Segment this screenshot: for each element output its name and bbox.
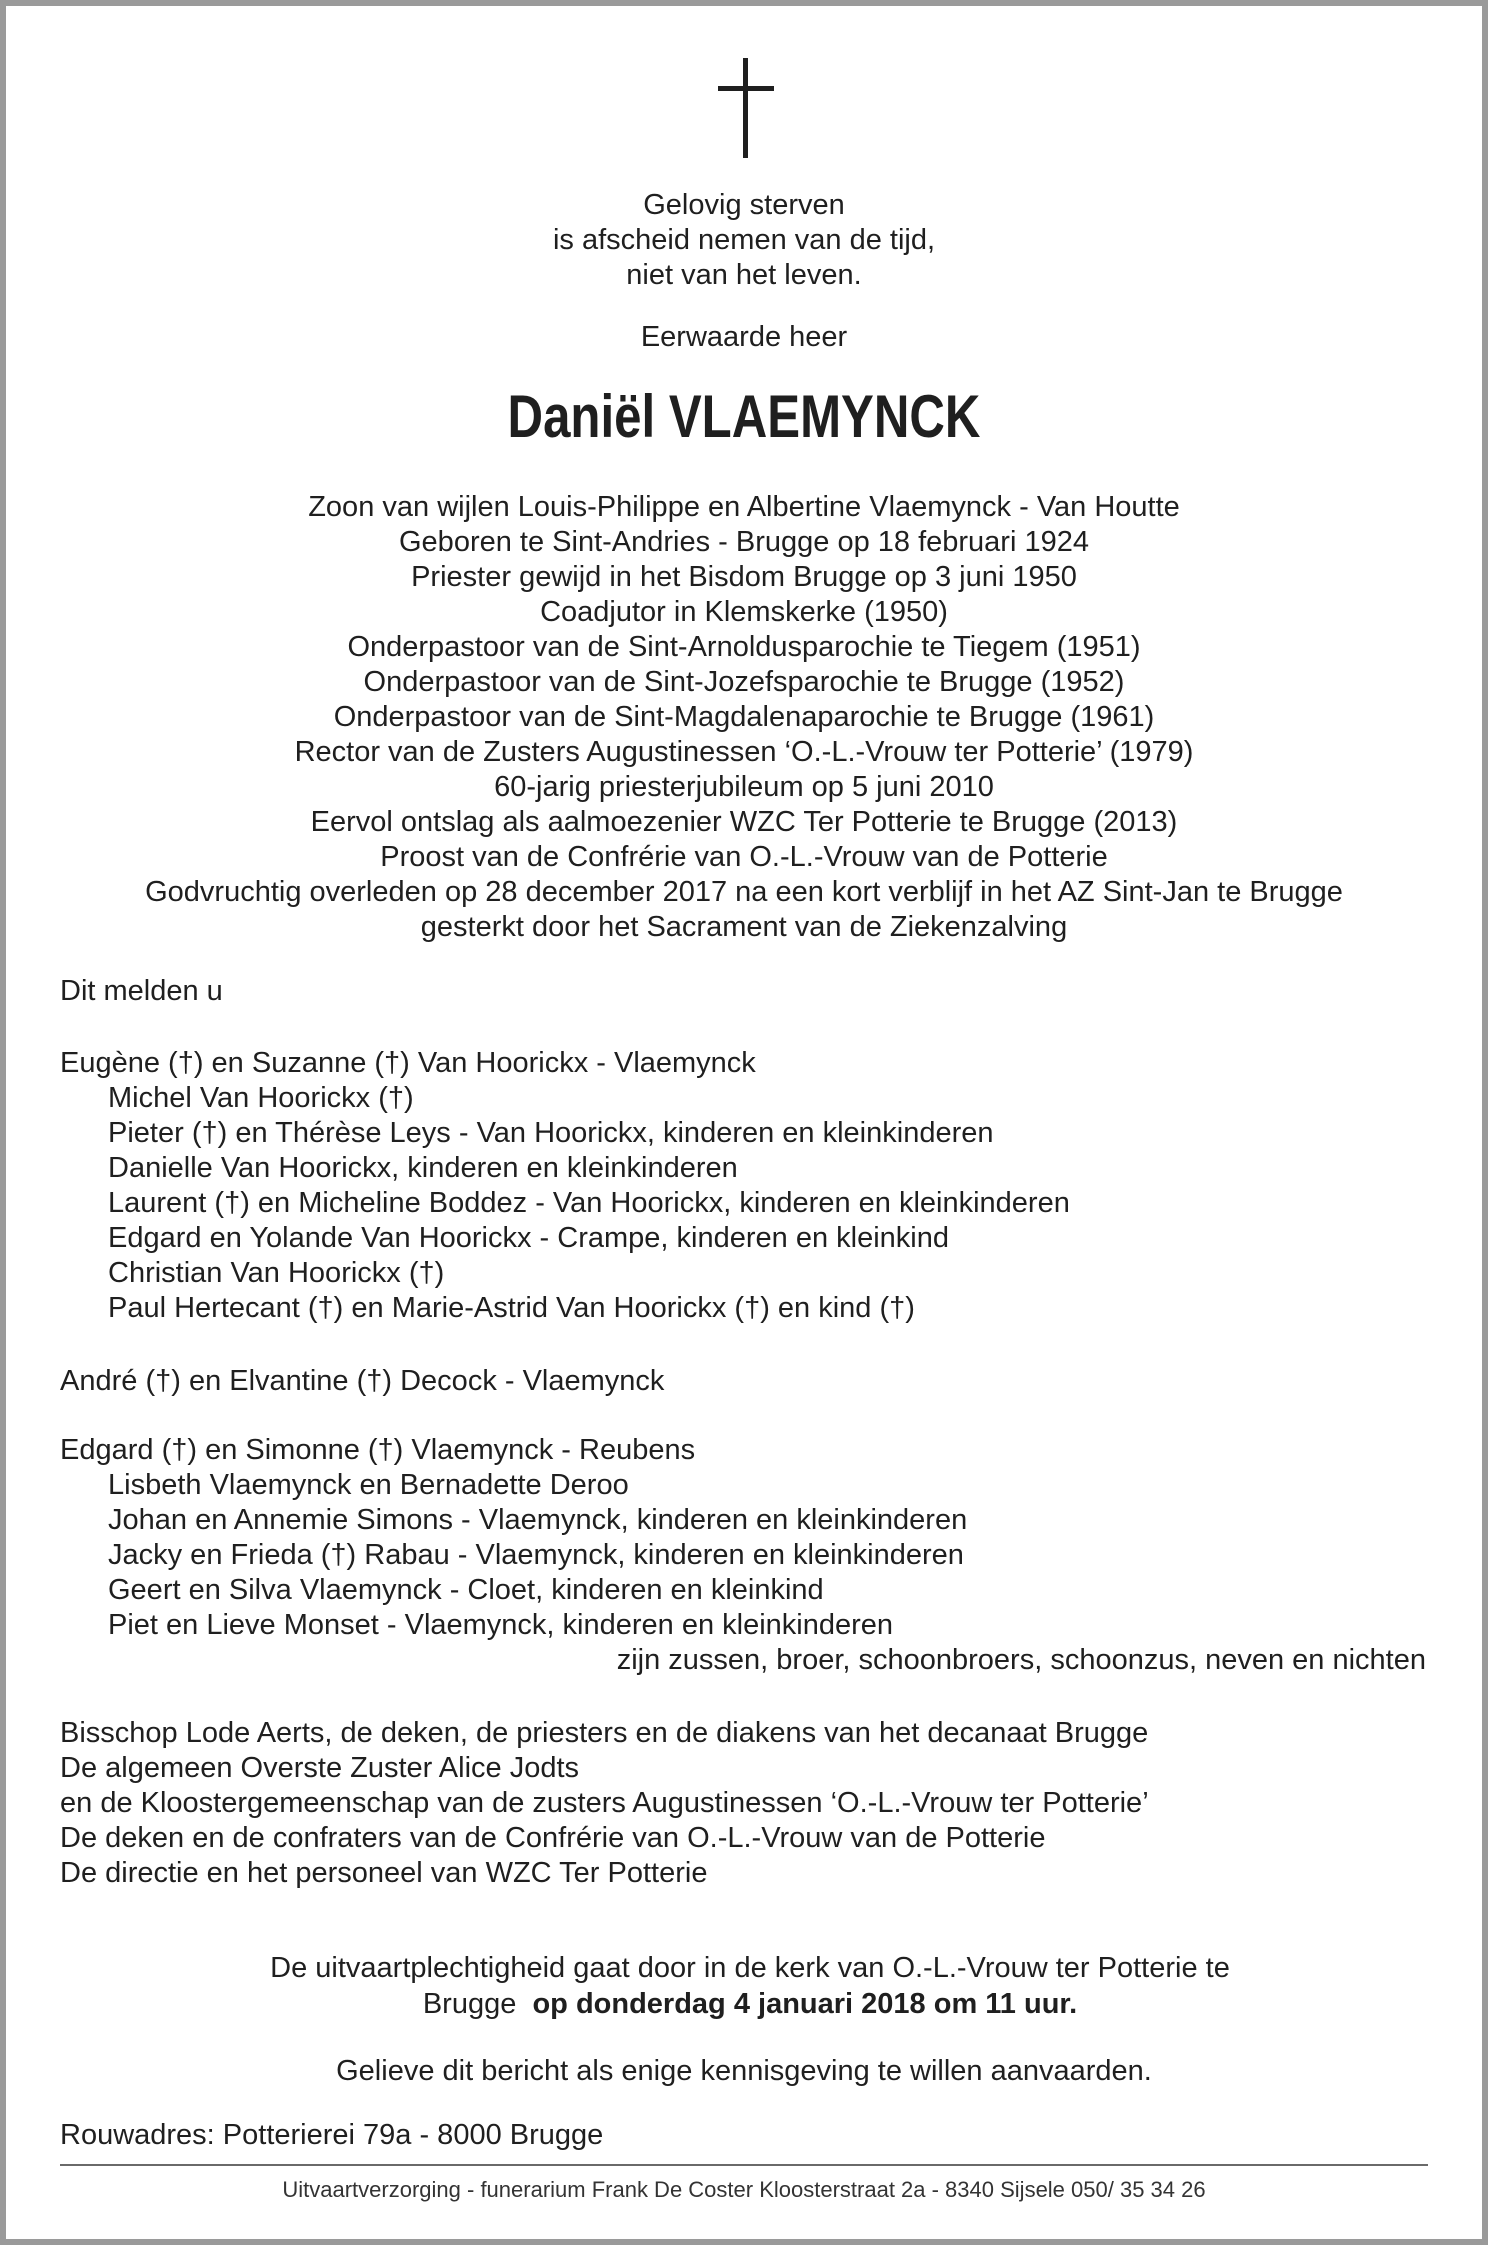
bio-line: Geboren te Sint-Andries - Brugge op 18 februari 1924 [399, 526, 1089, 558]
bio-line: gesterkt door het Sacrament van de Ziekenzalving [420, 911, 1068, 943]
family-member: Christian Van Hoorickx (†) [108, 1257, 445, 1289]
family-member: Laurent (†) en Micheline Boddez - Van Hoorickx, kinderen en kleinkinderen [108, 1187, 1070, 1219]
mourning-address: Rouwadres: Potterierei 79a - 8000 Brugge [60, 2119, 604, 2151]
institution-line: De algemeen Overste Zuster Alice Jodts [60, 1752, 580, 1784]
family-member: Lisbeth Vlaemynck en Bernadette Deroo [108, 1469, 629, 1501]
announce: Dit melden u [60, 975, 223, 1007]
notice: Gelieve dit bericht als enige kennisgeving te willen aanvaarden. [336, 2055, 1152, 2087]
family-member: Paul Hertecant (†) en Marie-Astrid Van Hoorickx (†) en kind (†) [108, 1292, 915, 1324]
family-member: Geert en Silva Vlaemynck - Cloet, kinderen en kleinkind [108, 1574, 824, 1606]
biography [0, 490, 1488, 945]
institutions [60, 1716, 1440, 1891]
family-member: Pieter (†) en Thérèse Leys - Van Hoorickx, kinderen en kleinkinderen [108, 1117, 994, 1149]
cross-icon [718, 58, 774, 158]
footer: Uitvaartverzorging - funerarium Frank De Coster Kloosterstraat 2a - 8340 Sijsele 050/ 35 34 26 [282, 2177, 1206, 2202]
institution-line: en de Kloostergemeenschap van de zusters Augustinessen ‘O.-L.-Vrouw ter Potterie’ [60, 1787, 1149, 1819]
institution-line: De deken en de confraters van de Confrérie van O.-L.-Vrouw van de Potterie [60, 1822, 1046, 1854]
bio-line: Zoon van wijlen Louis-Philippe en Albertine Vlaemynck - Van Houtte [308, 491, 1180, 523]
family-member: Danielle Van Hoorickx, kinderen en kleinkinderen [108, 1152, 738, 1184]
family-summary: zijn zussen, broer, schoonbroers, schoonzus, neven en nichten [616, 1644, 1426, 1676]
funeral-place: Brugge [422, 1988, 517, 2020]
verse-line: Gelovig sterven [643, 189, 845, 221]
funeral-date: op donderdag 4 januari 2018 om 11 uur. [532, 1988, 1078, 2020]
institution-line: De directie en het personeel van WZC Ter Potterie [60, 1857, 708, 1889]
family-head: Eugène (†) en Suzanne (†) Van Hoorickx - Vlaemynck [60, 1047, 756, 1079]
bio-line: Rector van de Zusters Augustinessen ‘O.-L.-Vrouw ter Potterie’ (1979) [294, 736, 1194, 768]
bio-line: Onderpastoor van de Sint-Magdalenaparochie te Brugge (1961) [333, 701, 1155, 733]
bio-line: Onderpastoor van de Sint-Arnoldusparochie te Tiegem (1951) [347, 631, 1141, 663]
family-member: Jacky en Frieda (†) Rabau - Vlaemynck, kinderen en kleinkinderen [108, 1539, 964, 1571]
family-group-1 [60, 1046, 1440, 1326]
family-group-2 [60, 1364, 1440, 1399]
family-member: Piet en Lieve Monset - Vlaemynck, kinderen en kleinkinderen [108, 1609, 894, 1641]
family-group-3 [60, 1433, 1440, 1678]
funeral-line-1: De uitvaartplechtigheid gaat door in de kerk van O.-L.-Vrouw ter Potterie te [270, 1952, 1230, 1984]
family-member: Johan en Annemie Simons - Vlaemynck, kinderen en kleinkinderen [108, 1504, 968, 1536]
bio-line: Proost van de Confrérie van O.-L.-Vrouw van de Potterie [380, 841, 1108, 873]
bio-line: Eervol ontslag als aalmoezenier WZC Ter Potterie te Brugge (2013) [310, 806, 1178, 838]
funeral-details [200, 1950, 1300, 2022]
footer-divider [60, 2164, 1428, 2166]
bio-line: 60-jarig priesterjubileum op 5 juni 2010 [494, 771, 994, 803]
verse-line: niet van het leven. [626, 259, 862, 291]
title-prefix: Eerwaarde heer [640, 321, 848, 353]
bio-line: Godvruchtig overleden op 28 december 2017 na een kort verblijf in het AZ Sint-Jan te Brugge [145, 876, 1343, 908]
family-head: Edgard (†) en Simonne (†) Vlaemynck - Reubens [60, 1434, 696, 1466]
deceased-name: Daniël VLAEMYNCK [507, 383, 981, 450]
bio-line: Coadjutor in Klemskerke (1950) [540, 596, 948, 628]
institution-line: Bisschop Lode Aerts, de deken, de priesters en de diakens van het decanaat Brugge [60, 1717, 1149, 1749]
family-member: Edgard en Yolande Van Hoorickx - Crampe, kinderen en kleinkind [108, 1222, 949, 1254]
verse-line: is afscheid nemen van de tijd, [552, 224, 936, 256]
bio-line: Onderpastoor van de Sint-Jozefsparochie te Brugge (1952) [363, 666, 1125, 698]
funeral-line-2 [200, 1986, 1300, 2022]
family-head: André (†) en Elvantine (†) Decock - Vlaemynck [60, 1365, 665, 1397]
family-member: Michel Van Hoorickx (†) [108, 1082, 414, 1114]
bio-line: Priester gewijd in het Bisdom Brugge op 3 juni 1950 [411, 561, 1077, 593]
verse [0, 188, 1488, 293]
